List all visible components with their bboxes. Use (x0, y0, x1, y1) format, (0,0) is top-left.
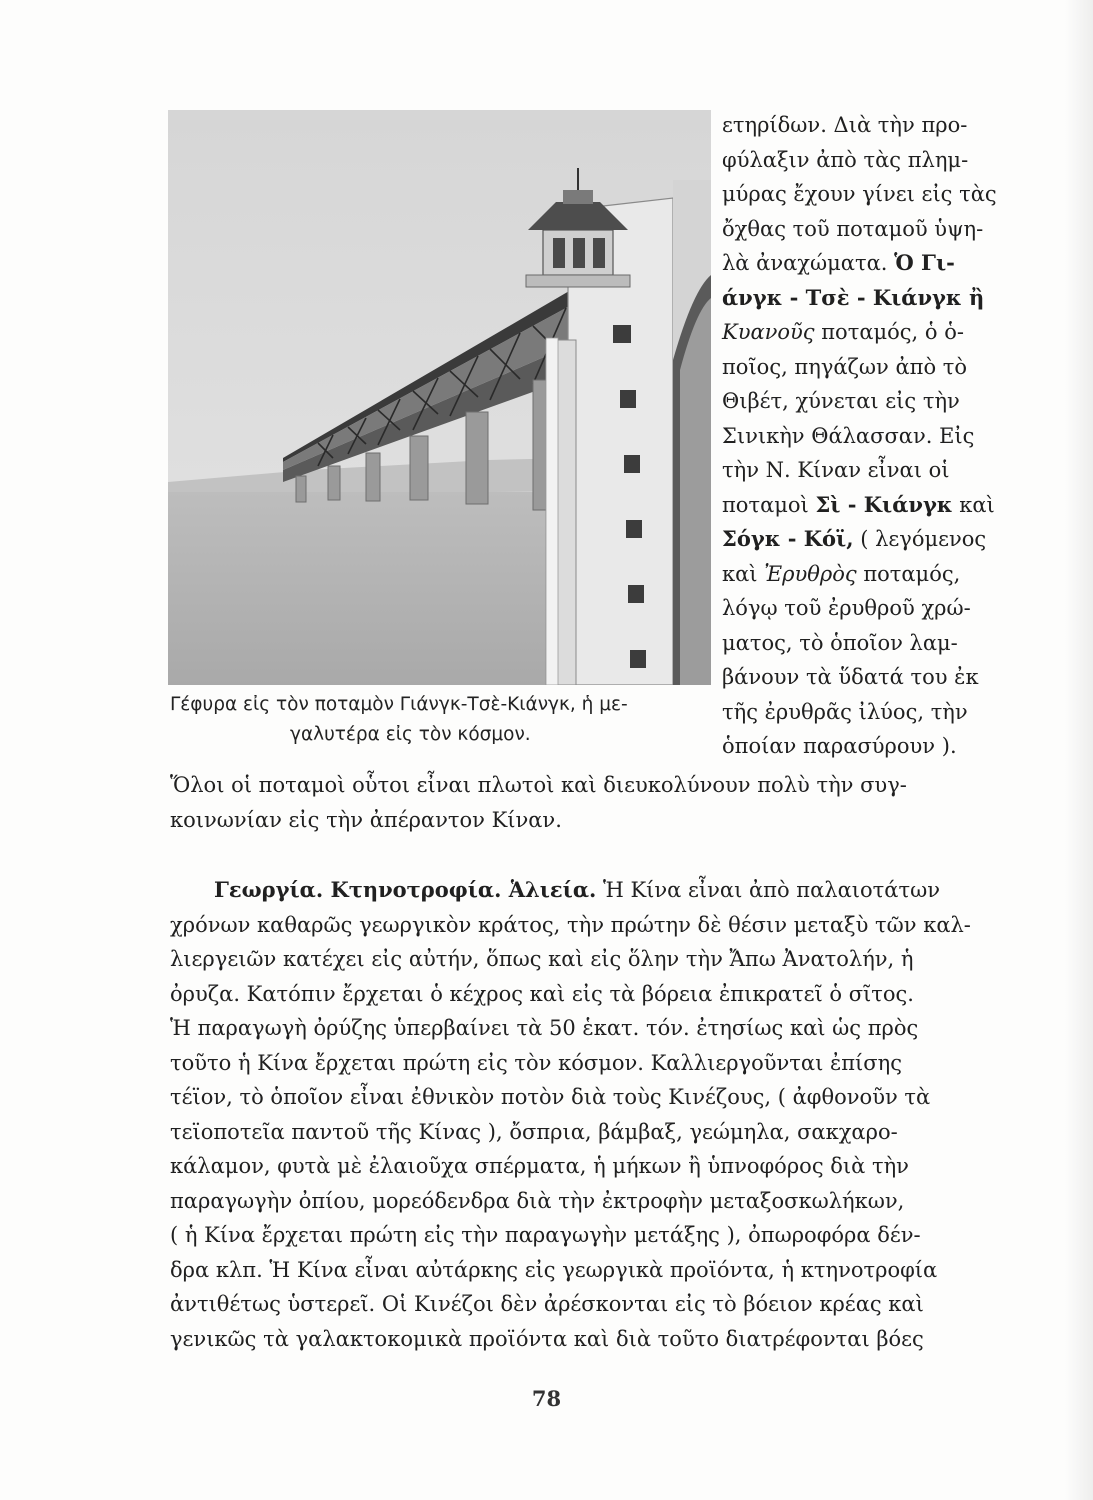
text-line: φύλαξιν ἀπὸ τὰς πλημ- (722, 147, 969, 172)
text-line: κοινωνίαν εἰς τὴν ἀπέραντον Κίναν. (170, 807, 562, 832)
text-line: κάλαμον, φυτὰ μὲ ἐλαιοῦχα σπέρματα, ἡ μήκων ἢ ὑπνοφόρος διὰ τὴν (170, 1154, 909, 1178)
side-column-text (722, 108, 1007, 764)
text-line: τῆς ἐρυθρᾶς ἰλύος, τὴν (722, 699, 968, 724)
text-line: χρόνων καθαρῶς γεωργικὸν κράτος, τὴν πρώτην δὲ θέσιν μεταξὺ τῶν καλ- (170, 912, 971, 937)
text-line: ποῖος, πηγάζων ἀπὸ τὸ (722, 354, 968, 379)
text-run: καὶ (722, 561, 765, 586)
text-line: ματος, τὸ ὁποῖον λαμ- (722, 630, 958, 655)
text-line (722, 522, 1007, 557)
figure-caption (170, 690, 710, 750)
text-line: ἀντιθέτως ὑστερεῖ. Οἱ Κινέζοι δὲν ἀρέσκονται εἰς τὸ βόειον κρέας καὶ (170, 1292, 924, 1316)
text-run: ποταμός, ὁ ὁ- (814, 320, 964, 344)
text-line: λιεργειῶν κατέχει εἰς αὐτήν, ὅπως καὶ εἰς ὅλην τὴν Ἄπω Ἀνατολήν, ἡ (170, 947, 914, 971)
text-run: Ἡ Κίνα εἶναι ἀπὸ παλαιοτάτων (596, 878, 940, 902)
paragraph-rivers (170, 768, 1000, 837)
text-line: Σινικὴν Θάλασσαν. Εἰς (722, 423, 975, 448)
text-line (722, 246, 1007, 281)
text-line: ὁποίαν παρασύρουν ). (722, 734, 957, 758)
text-run: Κυανοῦς (722, 320, 815, 344)
text-line: μύρας ἔχουν γίνει εἰς τὰς (722, 182, 997, 206)
bridge-photograph (168, 110, 711, 685)
text-run: Ὁ Γι- (894, 250, 955, 275)
text-run: Ἐρυθρὸς (764, 561, 857, 586)
text-line: Ἡ παραγωγὴ ὀρύζης ὑπερβαίνει τὰ 50 ἑκατ. τόν. ἐτησίως καὶ ὡς πρὸς (170, 1016, 919, 1040)
text-line (170, 873, 1000, 908)
section-heading: Γεωργία. Κτηνοτροφία. Ἁλιεία. (214, 877, 597, 902)
text-line: άνγκ - Τσὲ - Κιάνγκ ἢ (722, 284, 985, 310)
text-line: ὀρυζα. Κατόπιν ἔρχεται ὁ κέχρος καὶ εἰς τὰ βόρεια ἐπικρατεῖ ὁ σῖτος. (170, 981, 914, 1006)
text-line: ετηρίδων. Διὰ τὴν προ- (722, 113, 968, 137)
paragraph-agriculture (170, 873, 1000, 1356)
page-number: 78 (531, 1386, 562, 1411)
text-line (722, 557, 1007, 592)
text-line: βάνουν τὰ ὕδατά του ἐκ (722, 665, 979, 689)
text-run: ποταμός, (856, 561, 961, 586)
text-line: ( ἡ Κίνα ἔρχεται πρώτη εἰς τὴν παραγωγὴν μετάξης ), ὀπωροφόρα δέν- (170, 1223, 921, 1247)
text-line: Ὅλοι οἱ ποταμοὶ οὗτοι εἶναι πλωτοὶ καὶ διευκολύνουν πολὺ τὴν συγ- (170, 773, 907, 797)
text-line: γενικῶς τὰ γαλακτοκομικὰ προϊόντα καὶ διὰ τοῦτο διατρέφονται βόες (170, 1326, 924, 1351)
text-line: τοῦτο ἡ Κίνα ἔρχεται πρώτη εἰς τὸν κόσμον. Καλλιεργοῦνται ἐπίσης (170, 1050, 902, 1075)
text-run: Σὶ - Κιάνγκ (815, 491, 953, 517)
text-line (722, 488, 1007, 523)
text-line: τέϊον, τὸ ὁποῖον εἶναι ἐθνικὸν ποτὸν διὰ τοὺς Κινέζους, ( ἀφθονοῦν τὰ (170, 1085, 931, 1109)
text-run: ( λεγόμενος (853, 527, 987, 551)
text-line: ὄχθας τοῦ ποταμοῦ ὑψη- (722, 216, 984, 241)
text-run: ποταμοὶ (722, 492, 816, 517)
text-line: Θιβέτ, χύνεται εἰς τὴν (722, 389, 960, 413)
text-line: λόγῳ τοῦ ἐρυθροῦ χρώ- (722, 596, 971, 620)
text-line: τεϊοποτεῖα παντοῦ τῆς Κίνας ), ὄσπρια, βάμβαξ, γεώμηλα, σακχαρο- (170, 1119, 898, 1144)
text-run: Σόγκ - Κόϊ, (722, 526, 854, 551)
text-run: λὰ ἀναχώματα. (722, 251, 895, 275)
text-line: δρα κλπ. Ἡ Κίνα εἶναι αὐτάρκης εἰς γεωργικὰ προϊόντα, ἡ κτηνοτροφία (170, 1257, 938, 1282)
caption-line: γαλυτέρα εἰς τὸν κόσμον. (290, 724, 531, 745)
text-line: τὴν Ν. Κίναν εἶναι οἱ (722, 458, 950, 482)
text-run: καὶ (952, 492, 995, 517)
text-line (722, 315, 1007, 350)
text-line: παραγωγὴν ὀπίου, μορεόδενδρα διὰ τὴν ἐκτροφὴν μεταξοσκωλήκων, (170, 1188, 905, 1213)
caption-line: Γέφυρα εἰς τὸν ποταμὸν Γιάνγκ-Τσὲ-Κιάνγκ, ἡ με- (170, 694, 628, 715)
scan-edge-shadow (1065, 0, 1093, 1500)
